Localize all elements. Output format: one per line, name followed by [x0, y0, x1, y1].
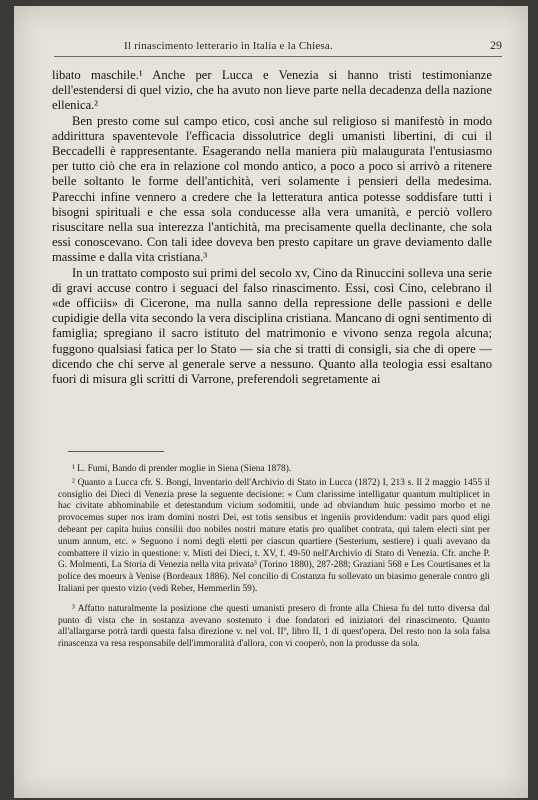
running-header: [54, 38, 502, 57]
book-page: [14, 6, 528, 798]
main-text: [52, 68, 492, 387]
paragraph-2: Ben presto come sul campo etico, così anche sul religioso si manifestò in modo addirittura spaventevole l'efficacia dissolutrice degli umanisti libertini, di cui il Beccadelli è rappresentante. Esagerando nella maniera più malaugurata l'entusiasmo per tutto ciò che era in relazione col mondo antico, a poco a poco si arrivò a ritenere belle soltanto le forme dell'antichità, veri solamente i pensieri della medesima. Parecchi infine vennero a credere che la letteratura antica potesse soddisfare tutti i bisogni spirituali e che essa sola conducesse alla vera umanità, e perciò vollero risuscitare nella sua interezza l'antichità, ma precisamente quella declinante, che sola essi conoscevano. Con tali idee doveva ben presto capitare un grave deviamento dalle massime e dalla vita cristiana.³: [52, 113, 492, 265]
footnote-2: ² Quanto a Lucca cfr. S. Bongi, Inventario dell'Archivio di Stato in Lucca (1872) I, 213 s. Il 2 maggio 1455 il consiglio dei Dieci di Venezia prese la seguente decisione: « Cum clarissime intelligatur quantum multiplicet in hac civitate abhominabile et detestandum vicium sodomitii, unde ad obviandum huic pessimo morbo et ne provocemus super nos iram domini nostri Dei, est totis sensibus et ingeniis providendum: vadit pars quod eligi debeant per capita huius consilii duo nobiles nostri mature etatis pro qualibet contrata, qui talem electi sint per unum annum, etc. » Seguono i nomi degli eletti per ciascun quartiere (Sesterium, sestiere) i quali avevano da combattere il vizio in questione: v. Misti dei Dieci, t. XV, f. 49-50 nell'Archivio di Stato di Venezia. Cfr. anche P. G. Molmenti, La Storia di Venezia nella vita privata³ (Torino 1880), 287-288; Graziani 568 e Les Courtisanes et la police des moeurs à Venise (Bordeaux 1886). Nel concilio di Costanza fu sollevato un biasimo generale contro gli Italiani per questo vizio (vedi Reber, Hemmerlin 59).: [58, 477, 490, 594]
footnote-divider: [68, 451, 164, 452]
running-title: Il rinascimento letterario in Italia e la Chiesa.: [124, 40, 333, 52]
footnote-1: ¹ L. Fumi, Bando di prender moglie in Siena (Siena 1878).: [72, 464, 292, 474]
paragraph-3: In un trattato composto sui primi del secolo xv, Cino da Rinuccini solleva una serie di gravi accuse contro i seguaci del falso rinascimento. Essi, così Cino, celebrano il «de officiis» di Cicerone, ma nulla sanno della repressione delle passioni e delle cupidigie della vita secondo la vera disciplina cristiana. Mancano di ogni sentimento di famiglia; spregiano il sacro istituto del matrimonio e vivono senza regola alcuna; fuggono qualsiasi fatica per lo Stato — sia che si tratti di consigli, sia che di opere — dicendo che chi serve al generale serve a nessuno. Quanto alla teologia essi esaltano fuori di misura gli scritti di Varrone, preferendoli segretamente ai: [52, 265, 492, 387]
footnotes: [58, 464, 490, 651]
paragraph-1: libato maschile.¹ Anche per Lucca e Venezia si hanno tristi testimonianze dell'estendersi di quel vizio, che ha avuto non lieve parte nella decadenza della nazione ellenica.²: [52, 68, 492, 113]
page-number: 29: [490, 38, 502, 52]
footnote-3: ³ Affatto naturalmente la posizione che questi umanisti presero di fronte alla Chiesa fu del tutto diversa dal punto di vista che in sostanza avevano sostenuto i due fondatori ed iniziatori del rinascimento. Quanto all'allargarse potrà tardi questa falsa direzione v. nel vol. IIº, libro II, 1 di quest'opera. Del resto non la sola falsa rinascenza va resa responsabile dell'immoralità d'allora, con vi cooperò, non la produsse da sola.: [58, 603, 490, 650]
